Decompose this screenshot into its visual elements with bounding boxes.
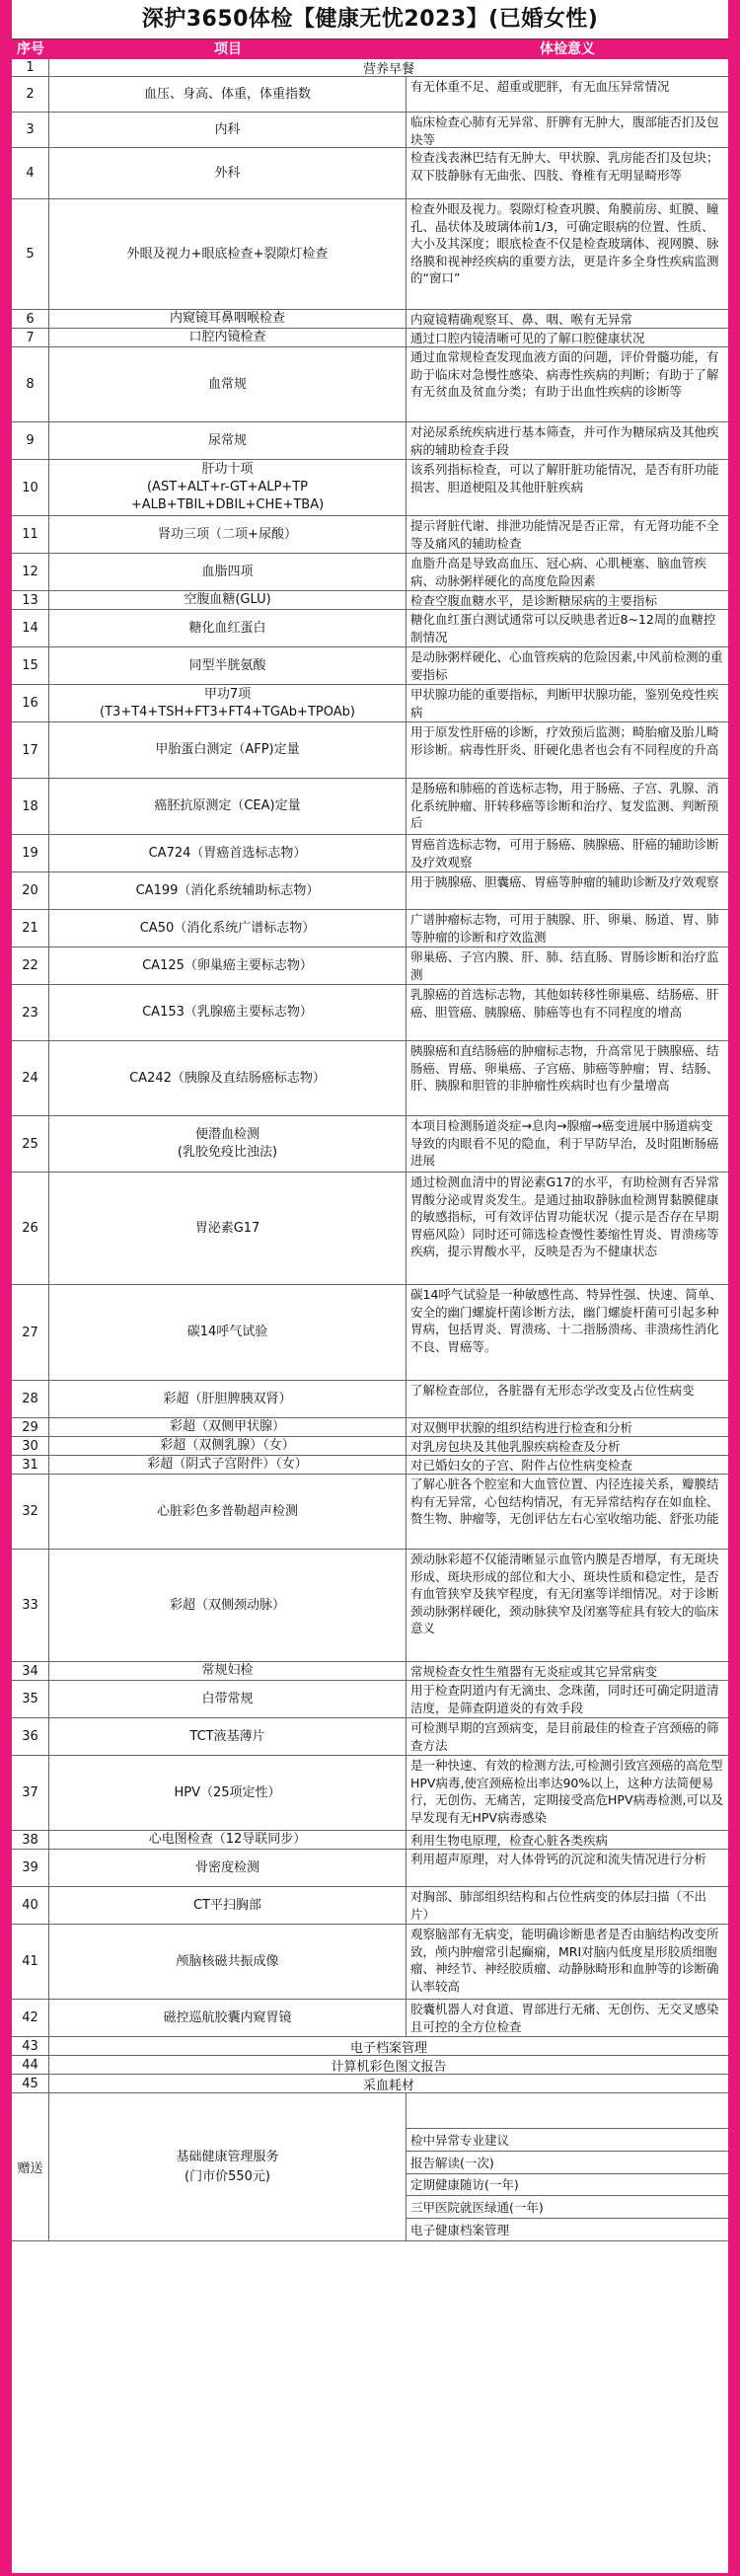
row-item-meaning: 常规检查女性生殖器有无炎症或其它异常病变 [410, 1664, 658, 1679]
gift-list-spacer [407, 2093, 728, 2129]
row-item-meaning: 用于检查阴道内有无滴虫、念珠菌，同时还可确定阴道清洁度，是筛查阴道炎的有效手段 [410, 1683, 719, 1715]
table-row [12, 779, 728, 835]
row-number: 39 [12, 1850, 49, 1886]
table-row [12, 1925, 728, 2000]
row-number: 11 [12, 516, 49, 553]
row-number: 3 [12, 113, 49, 147]
row-item-meaning: 对泌尿系统疾病进行基本筛查，并可作为糖尿病及其他疾病的辅助检查手段 [410, 424, 719, 457]
header-item: 项目 [214, 41, 242, 57]
row-number: 16 [12, 685, 49, 721]
table-row [12, 1681, 728, 1718]
gift-list-item: 电子健康档案管理 [410, 2223, 510, 2238]
row-number: 37 [12, 1756, 49, 1830]
table-row [12, 1456, 728, 1475]
row-number: 6 [12, 310, 49, 328]
table-row [12, 685, 728, 722]
table-row [12, 1887, 728, 1925]
row-number: 43 [12, 2037, 49, 2055]
row-number: 22 [12, 947, 49, 984]
table-row [12, 985, 728, 1041]
gift-list [407, 2093, 728, 2240]
row-item-meaning: 对双侧甲状腺的组织结构进行检查和分析 [410, 1420, 633, 1435]
row-number: 40 [12, 1887, 49, 1924]
row-item-meaning: 胶囊机器人对食道、胃部进行无痛、无创伤、无交叉感染且可控的全方位检查 [410, 2002, 719, 2034]
row-number: 32 [12, 1475, 49, 1549]
row-number: 24 [12, 1041, 49, 1115]
row-item-meaning: 是肠癌和肺癌的首选标志物，用于肠癌、子宫、乳腺、消化系统肿瘤、肝转移癌等诊断和治疗、复发监测、判断预后 [410, 781, 719, 830]
row-item-name: CA153（乳腺癌主要标志物） [49, 985, 407, 1040]
table-row [12, 2075, 728, 2093]
row-item-meaning: 利用超声原理，对人体骨钙的沉淀和流失情况进行分析 [410, 1852, 707, 1866]
row-item-meaning: 该系列指标检查，可以了解肝脏功能情况，是否有肝功能损害、胆道梗阻及其他肝脏疾病 [410, 462, 719, 494]
row-item-meaning: 广谱肿瘤标志物，可用于胰腺、肝、卵巢、肠道、胃、肺等肿瘤的诊断和疗效监测 [410, 912, 719, 945]
row-item-name: HPV（25项定性） [49, 1756, 407, 1830]
row-item-name: 肾功三项（二项+尿酸） [49, 516, 407, 553]
row-item-name: 心电图检查（12导联同步） [49, 1831, 407, 1849]
row-item-name: 骨密度检测 [49, 1850, 407, 1886]
table-row [12, 1662, 728, 1681]
row-number: 14 [12, 610, 49, 646]
gift-label: 赠送 [12, 2093, 49, 2240]
row-number: 19 [12, 835, 49, 871]
row-item-name: 血脂四项 [49, 554, 407, 590]
row-item-meaning: 是一种快速、有效的检测方法,可检测引致宫颈癌的高危型HPV病毒,使宫颈癌检出率达90%以上，这种方法简便易行，无创伤、无痛苦，定期接受高危HPV病毒检测,可以及早发现有无HPV病毒感染 [410, 1758, 723, 1825]
row-item-name: 颅脑核磁共振成像 [49, 1925, 407, 1999]
row-number: 26 [12, 1173, 49, 1284]
row-item-meaning: 对乳房包块及其他乳腺疾病检查及分析 [410, 1439, 621, 1454]
table-row [12, 1418, 728, 1437]
row-item-meaning: 临床检查心肺有无异常、肝脾有无肿大，腹部能否扪及包块等 [410, 114, 719, 147]
row-item-meaning: 了解心脏各个腔室和大血管位置、内径连接关系，瓣膜结构有无异常，心包结构情况，有无异常结构存在如血栓、赘生物、肿瘤等，无创评估左右心室收缩功能、舒张功能 [410, 1477, 719, 1526]
table-row [12, 610, 728, 647]
row-item-name: TCT液基薄片 [49, 1718, 407, 1755]
row-number: 4 [12, 148, 49, 198]
row-item-meaning: 乳腺癌的首选标志物，其他如转移性卵巢癌、结肠癌、肝癌、胆管癌、胰腺癌、肺癌等也有不同程度的增高 [410, 987, 719, 1020]
row-item-meaning: 检查外眼及视力。裂隙灯检查巩膜、角膜前房、虹膜、瞳孔、晶状体及玻璃体前1/3，可确定眼病的位置、性质、大小及其深度；眼底检查不仅是检查玻璃体、视网膜、脉络膜和视神经疾病的重要方法，更是许多全身性疾病监测的“窗口” [410, 201, 719, 285]
row-item-name: 内窥镜耳鼻咽喉检查 [49, 310, 407, 328]
row-number: 38 [12, 1831, 49, 1849]
row-item-name: 癌胚抗原测定（CEA)定量 [49, 779, 407, 834]
row-item-meaning: 碳14呼气试验是一种敏感性高、特异性强、快速、简单、安全的幽门螺旋杆菌诊断方法，幽门螺旋杆菌可引起多种胃病，包括胃炎、胃溃疡、十二指肠溃疡、非溃疡性消化不良、胃癌等。 [410, 1287, 722, 1354]
table-row [12, 1831, 728, 1850]
table-row [12, 1173, 728, 1285]
table-row [12, 59, 728, 77]
table-row [12, 910, 728, 947]
table-row [12, 2056, 728, 2075]
row-item-name: CA242（胰腺及直结肠癌标志物） [49, 1041, 407, 1115]
row-item-name: 彩超（双侧乳腺）（女） [49, 1437, 407, 1455]
table-row [12, 148, 728, 199]
row-item-name: 碳14呼气试验 [49, 1285, 407, 1380]
table-row [12, 835, 728, 872]
row-number: 41 [12, 1925, 49, 1999]
row-item-meaning: 卵巢癌、子宫内膜、肝、肺、结直肠、胃肠诊断和治疗监测 [410, 949, 719, 982]
table-row [12, 1756, 728, 1831]
table-row [12, 347, 728, 422]
gift-list-item: 定期健康随访(一年) [407, 2174, 728, 2197]
gift-list-item: 三甲医院就医绿通(一年) [407, 2196, 728, 2219]
row-item-meaning: 通过血常规检查发现血液方面的问题，评价骨髓功能，有助于临床对急慢性感染、病毒性疾病的判断；有助于了解有无贫血及贫血分类；有助于出血性疾病的诊断等 [410, 349, 719, 399]
row-item-meaning: 甲状腺功能的重要指标，判断甲状腺功能，鉴别免疫性疾病 [410, 687, 719, 720]
table-row [12, 872, 728, 910]
row-item-meaning: 糖化血红蛋白测试通常可以反映患者近8~12周的血糖控制情况 [410, 612, 716, 644]
row-number: 18 [12, 779, 49, 834]
row-number: 7 [12, 329, 49, 346]
row-item-meaning: 对已婚妇女的子宫、附件占位性病变检查 [410, 1458, 633, 1473]
row-item-name: 外眼及视力+眼底检查+裂隙灯检查 [49, 199, 407, 309]
row-item-name: 甲功7项 (T3+T4+TSH+FT3+FT4+TGAb+TPOAb) [49, 685, 407, 721]
table-row [12, 516, 728, 554]
row-number: 8 [12, 347, 49, 421]
row-item-name: 肝功十项 (AST+ALT+r-GT+ALP+TP +ALB+TBIL+DBIL+CHE+TBA) [49, 460, 407, 515]
table-row [12, 77, 728, 113]
row-full-item: 营养早餐 [362, 62, 414, 77]
table-row [12, 1285, 728, 1381]
row-number: 42 [12, 2000, 49, 2036]
row-item-meaning: 可检测早期的宫颈病变，是目前最佳的检查子宫颈癌的筛查方法 [410, 1720, 719, 1753]
table-row [12, 1850, 728, 1887]
table-row [12, 722, 728, 779]
table-row [12, 947, 728, 985]
table-row [12, 199, 728, 310]
row-item-name: 内科 [49, 113, 407, 147]
row-number: 2 [12, 77, 49, 112]
row-item-name: 血常规 [49, 347, 407, 421]
row-item-name: 心脏彩色多普勒超声检测 [49, 1475, 407, 1549]
table-row [12, 647, 728, 685]
row-full-item: 采血耗材 [362, 2078, 414, 2093]
row-number: 35 [12, 1681, 49, 1717]
table-row [12, 1041, 728, 1116]
row-item-meaning: 是动脉粥样硬化、心血管疾病的危险因素,中风前检测的重要指标 [410, 649, 723, 682]
gift-section [12, 2093, 728, 2241]
table-row [12, 310, 728, 329]
table-row [12, 2000, 728, 2037]
row-item-name: 彩超（双侧颈动脉） [49, 1550, 407, 1661]
row-item-name: 口腔内镜检查 [49, 329, 407, 346]
table-row [12, 1437, 728, 1456]
row-item-meaning: 胃癌首选标志物，可用于肠癌、胰腺癌、肝癌的辅助诊断及疗效观察 [410, 837, 719, 870]
row-item-name: 糖化血红蛋白 [49, 610, 407, 646]
row-item-meaning: 内窥镜精确观察耳、鼻、咽、喉有无异常 [410, 312, 633, 327]
gift-list-item: 检中异常专业建议 [407, 2129, 728, 2152]
row-item-name: 彩超（肝胆脾胰双肾） [49, 1381, 407, 1417]
page-title: 深护3650体检【健康无忧2023】(已婚女性) [12, 0, 728, 39]
row-item-name: 胃泌素G17 [49, 1173, 407, 1284]
row-number: 30 [12, 1437, 49, 1455]
row-full-item: 电子档案管理 [349, 2040, 427, 2056]
row-number: 23 [12, 985, 49, 1040]
row-item-name: 常规妇检 [49, 1662, 407, 1680]
table-row [12, 329, 728, 347]
row-number: 29 [12, 1418, 49, 1436]
row-number: 34 [12, 1662, 49, 1680]
row-number: 17 [12, 722, 49, 778]
table-row [12, 591, 728, 610]
row-number: 33 [12, 1550, 49, 1661]
row-number: 20 [12, 872, 49, 909]
row-full-item: 计算机彩色图文报告 [331, 2059, 447, 2075]
row-item-name: 白带常规 [49, 1681, 407, 1717]
row-item-meaning: 血脂升高是导致高血压、冠心病、心肌梗塞、脑血管疾病、动脉粥样硬化的高度危险因素 [410, 556, 707, 588]
row-number: 45 [12, 2075, 49, 2092]
row-item-meaning: 通过口腔内镜清晰可见的了解口腔健康状况 [410, 331, 645, 345]
row-item-meaning: 提示肾脏代谢、排泄功能情况是否正常，有无肾功能不全等及痛风的辅助检查 [410, 518, 719, 551]
table-row [12, 113, 728, 148]
row-item-name: CA199（消化系统辅助标志物） [49, 872, 407, 909]
row-item-meaning: 胰腺癌和直结肠癌的肿瘤标志物，升高常见于胰腺癌、结肠癌、胃癌、卵巢癌、子宫癌、肺癌等肿瘤；胃、结肠、肝、胰腺和胆管的非肿瘤性疾病时也有少量增高 [410, 1043, 719, 1093]
gift-name [49, 2093, 407, 2240]
row-item-meaning: 检查空腹血糖水平，是诊断糖尿病的主要指标 [410, 593, 658, 608]
row-item-meaning: 利用生物电原理，检查心脏各类疾病 [410, 1833, 609, 1848]
table-row [12, 1381, 728, 1418]
row-item-name: 彩超（双侧甲状腺） [49, 1418, 407, 1436]
row-item-meaning: 本项目检测肠道炎症→息肉→腺瘤→癌变进展中肠道病变导致的肉眼看不见的隐血，利于早防早治，及时阻断肠癌进展 [410, 1118, 719, 1168]
table-row [12, 1116, 728, 1173]
row-item-meaning: 颈动脉彩超不仅能清晰显示血管内膜是否增厚，有无斑块形成、斑块形成的部位和大小、斑块性质和稳定性，是否有血管狭窄及狭窄程度，有无闭塞等详细情况。对于诊断颈动脉粥样硬化，颈动脉狭窄及闭塞等症具有较大的临床意义 [410, 1552, 719, 1635]
gift-list-item: 报告解读(一次) [407, 2152, 728, 2174]
header-meaning: 体检意义 [540, 41, 595, 57]
row-item-name: CA125（卵巢癌主要标志物） [49, 947, 407, 984]
table-body [12, 59, 728, 2093]
row-number: 44 [12, 2056, 49, 2074]
row-number: 1 [12, 59, 49, 76]
row-item-name: CA50（消化系统广谱标志物） [49, 910, 407, 947]
row-number: 15 [12, 647, 49, 684]
row-item-name: 便潜血检测 (乳胶免疫比浊法) [49, 1116, 407, 1172]
gift-name-line2: (门市价550元) [185, 2168, 270, 2184]
row-item-meaning: 了解检查部位，各脏器有无形态学改变及占位性病变 [410, 1383, 695, 1398]
row-item-name: 磁控巡航胶囊内窥胃镜 [49, 2000, 407, 2036]
gift-name-line1: 基础健康管理服务 [176, 2149, 279, 2164]
row-item-name: 血压、身高、体重，体重指数 [49, 77, 407, 112]
table-row [12, 460, 728, 516]
row-item-name: 甲胎蛋白测定（AFP)定量 [49, 722, 407, 778]
row-number: 36 [12, 1718, 49, 1755]
row-number: 5 [12, 199, 49, 309]
row-item-meaning: 检查浅表淋巴结有无肿大、甲状腺、乳房能否扪及包块；双下肢静脉有无曲张、四肢、脊椎有无明显畸形等 [410, 150, 719, 183]
table-row [12, 1475, 728, 1550]
row-number: 25 [12, 1116, 49, 1172]
row-item-name: 同型半胱氨酸 [49, 647, 407, 684]
row-item-name: 尿常规 [49, 422, 407, 459]
row-item-meaning: 用于原发性肝癌的诊断，疗效预后监测；畸胎瘤及胎儿畸形诊断。病毒性肝炎、肝硬化患者也会有不同程度的升高 [410, 724, 719, 757]
row-item-meaning: 对胸部、肺部组织结构和占位性病变的体层扫描（不出片） [410, 1889, 707, 1922]
table-header [12, 39, 728, 59]
table-row [12, 422, 728, 460]
row-item-name: 空腹血糖(GLU) [49, 591, 407, 609]
row-number: 12 [12, 554, 49, 590]
row-item-name: CT平扫胸部 [49, 1887, 407, 1924]
row-item-name: 外科 [49, 148, 407, 198]
table-row [12, 1550, 728, 1662]
row-item-name: 彩超（阴式子宫附件）（女） [49, 1456, 407, 1474]
row-item-meaning: 通过检测血清中的胃泌素G17的水平，有助检测有否异常胃酸分泌或胃炎发生。是通过抽取静脉血检测胃黏膜健康的敏感指标，可有效评估胃功能状况（提示是否存在早期胃癌风险）同时还可筛选检查慢性萎缩性胃炎、胃溃疡等疾病，提示胃酸水平，反映是否为不健康状态 [410, 1174, 720, 1258]
table-row [12, 1718, 728, 1756]
row-item-meaning: 观察脑部有无病变，能明确诊断患者是否由脑结构改变所致，颅内肿瘤常引起癫痫，MRI对脑内低度星形胶质细胞瘤、神经节、神经胶质瘤、动静脉畸形和血肿等的诊断确认率较高 [410, 1927, 719, 1994]
row-number: 31 [12, 1456, 49, 1474]
row-number: 21 [12, 910, 49, 947]
table-row [12, 2037, 728, 2056]
header-no: 序号 [17, 41, 44, 57]
row-number: 28 [12, 1381, 49, 1417]
row-item-meaning: 有无体重不足、超重或肥胖，有无血压异常情况 [410, 79, 670, 94]
table-row [12, 554, 728, 591]
row-item-meaning: 用于胰腺癌、胆囊癌、胃癌等肿瘤的辅助诊断及疗效观察 [410, 874, 719, 889]
row-item-name: CA724（胃癌首选标志物） [49, 835, 407, 871]
row-number: 9 [12, 422, 49, 459]
row-number: 13 [12, 591, 49, 609]
row-number: 27 [12, 1285, 49, 1380]
row-number: 10 [12, 460, 49, 515]
